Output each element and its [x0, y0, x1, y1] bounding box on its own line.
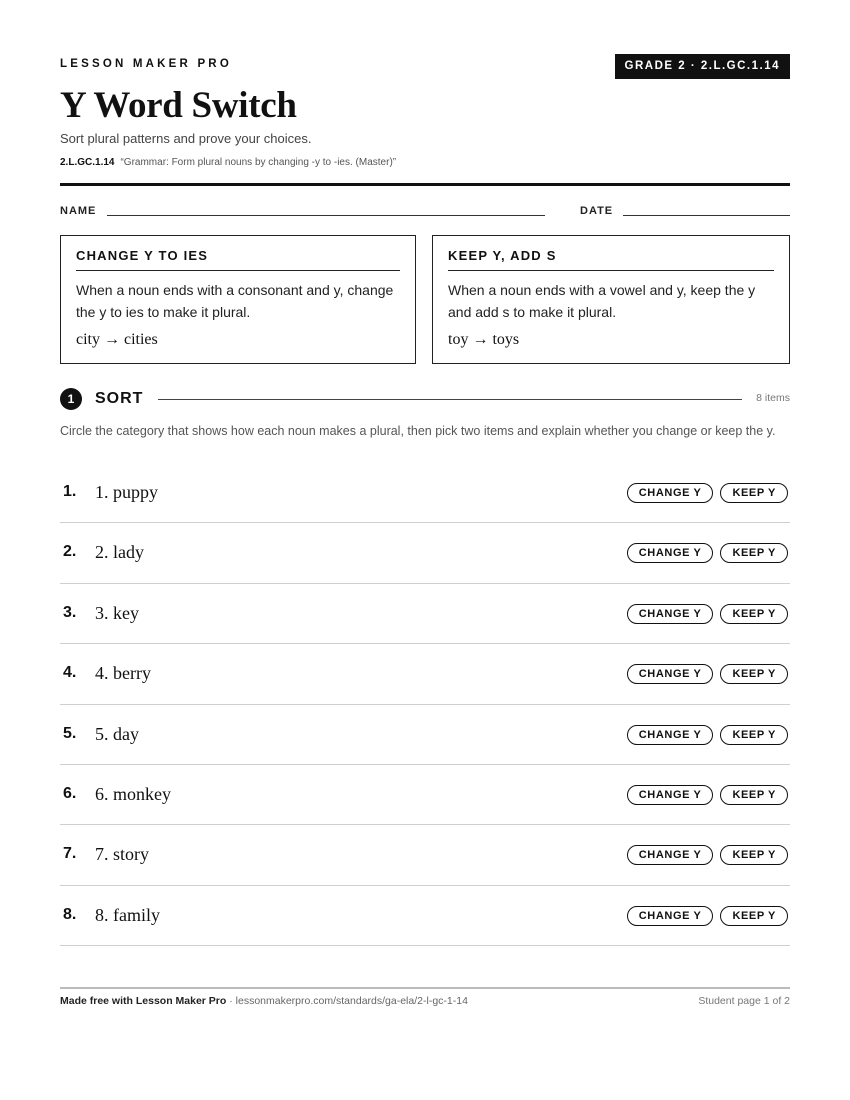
standard-code: 2.L.GC.1.14: [60, 157, 115, 168]
rule-description: When a noun ends with a vowel and y, keep the y and add s to make it plural.: [448, 282, 756, 320]
choice-group: [627, 604, 788, 624]
keep-y-choice[interactable]: KEEP Y: [720, 725, 788, 745]
item-number: 4.: [63, 664, 77, 682]
standard-text: “Grammar: Form plural nouns by changing -y to -ies. (Master)”: [120, 157, 397, 168]
header-divider: [60, 183, 790, 186]
list-item: [60, 463, 790, 523]
list-item: [60, 705, 790, 765]
change-y-choice[interactable]: CHANGE Y: [627, 845, 714, 865]
date-field[interactable]: [623, 215, 790, 216]
keep-y-choice[interactable]: KEEP Y: [720, 604, 788, 624]
keep-y-choice[interactable]: KEEP Y: [720, 906, 788, 926]
item-number: 5.: [63, 724, 77, 742]
choice-group: [627, 785, 788, 805]
footer-url[interactable]: · lessonmakerpro.com/standards/ga-ela/2-l-gc-1-14: [226, 995, 468, 1007]
rule-card-keep-y: [432, 235, 790, 364]
rule-example: city → cities: [76, 331, 158, 348]
item-word: 7. story: [95, 844, 149, 865]
item-word: 1. puppy: [95, 482, 158, 502]
section-item-count: 8 items: [756, 392, 790, 404]
brand-name: LESSON MAKER PRO: [60, 58, 232, 70]
change-y-choice[interactable]: CHANGE Y: [627, 543, 714, 563]
name-label: NAME: [60, 205, 97, 217]
grade-badge: GRADE 2 · 2.L.GC.1.14: [615, 54, 790, 79]
rule-heading: KEEP Y, ADD S: [448, 248, 774, 271]
change-y-choice[interactable]: CHANGE Y: [627, 725, 714, 745]
name-field[interactable]: [107, 215, 545, 216]
change-y-choice[interactable]: CHANGE Y: [627, 664, 714, 684]
list-item: [60, 644, 790, 704]
item-word: 4. berry: [95, 663, 151, 684]
list-item: [60, 584, 790, 644]
choice-group: [627, 845, 788, 865]
item-word: 5. day: [95, 723, 139, 744]
footer-credit: [60, 995, 468, 1007]
keep-y-choice[interactable]: KEEP Y: [720, 785, 788, 805]
page-title: Y Word Switch: [60, 85, 297, 126]
item-word: 6. monkey: [95, 783, 171, 804]
keep-y-choice[interactable]: KEEP Y: [720, 483, 788, 503]
change-y-choice[interactable]: CHANGE Y: [627, 604, 714, 624]
choice-group: [627, 906, 788, 926]
choice-group: [627, 725, 788, 745]
rule-card-change-y: [60, 235, 416, 364]
footer-made-with: Made free with Lesson Maker Pro: [60, 995, 227, 1007]
instructions: Circle the category that shows how each noun makes a plural, then pick two items and explain whether you change or keep the y.: [60, 424, 776, 438]
choice-group: [627, 664, 788, 684]
choice-group: [627, 483, 788, 503]
item-number: 8.: [63, 905, 77, 923]
change-y-choice[interactable]: CHANGE Y: [627, 906, 714, 926]
section-title: SORT: [95, 390, 144, 407]
keep-y-choice[interactable]: KEEP Y: [720, 664, 788, 684]
rule-example: toy → toys: [448, 331, 520, 348]
footer-divider: [60, 987, 790, 989]
item-word: 8. family: [95, 904, 160, 925]
change-y-choice[interactable]: CHANGE Y: [627, 483, 714, 503]
item-number: 2.: [63, 543, 77, 561]
item-word: 2. lady: [95, 542, 144, 563]
section-number-badge: 1: [60, 388, 82, 410]
sort-item-list: [60, 463, 790, 946]
item-number: 3.: [63, 603, 77, 621]
change-y-choice[interactable]: CHANGE Y: [627, 785, 714, 805]
list-item: [60, 825, 790, 885]
keep-y-choice[interactable]: KEEP Y: [720, 543, 788, 563]
page-subtitle: Sort plural patterns and prove your choices.: [60, 131, 312, 146]
list-item: [60, 523, 790, 583]
item-number: 6.: [63, 784, 77, 802]
item-word: 3. key: [95, 602, 139, 623]
keep-y-choice[interactable]: KEEP Y: [720, 845, 788, 865]
list-item: [60, 886, 790, 946]
standard-line: [60, 157, 396, 168]
list-item: [60, 765, 790, 825]
section-divider: [158, 399, 742, 400]
choice-group: [627, 543, 788, 563]
item-number: 7.: [63, 845, 77, 863]
footer-page-number: Student page 1 of 2: [698, 995, 790, 1007]
rule-heading: CHANGE Y TO IES: [76, 248, 400, 271]
item-number: 1.: [63, 483, 77, 500]
rule-description: When a noun ends with a consonant and y, change the y to ies to make it plural.: [76, 282, 394, 320]
date-label: DATE: [580, 205, 614, 217]
